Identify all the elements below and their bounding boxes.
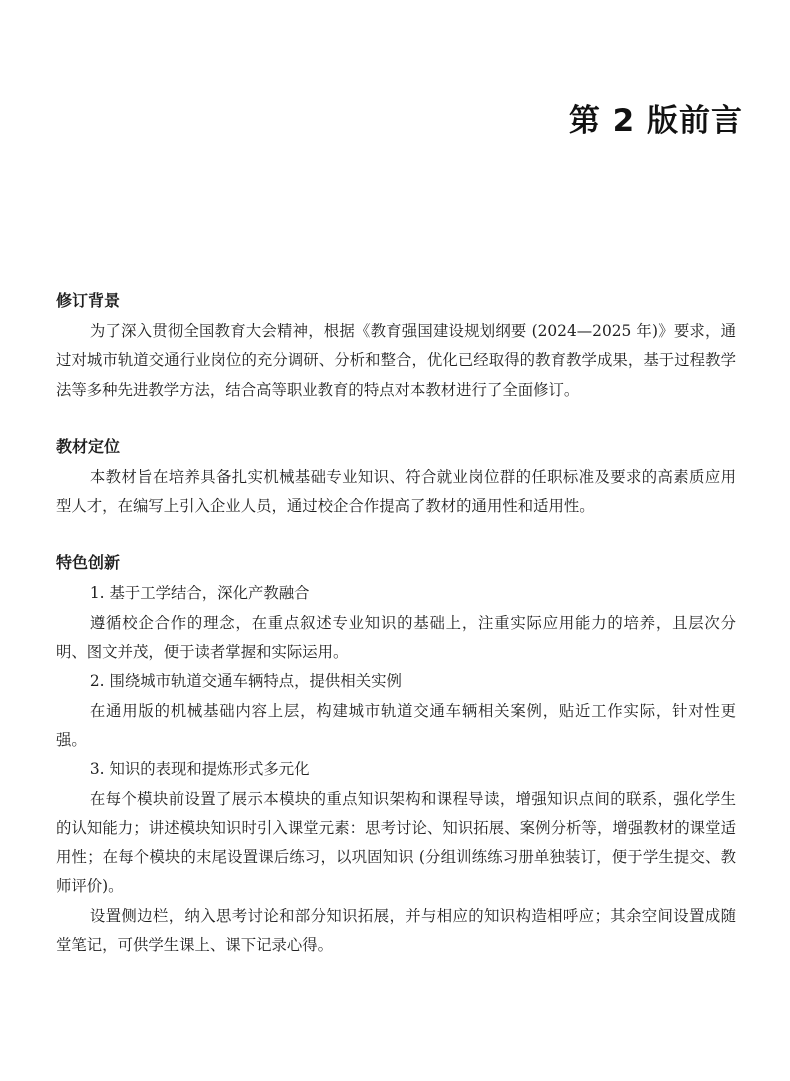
section-textbook-positioning xyxy=(56,433,736,522)
section-heading: 特色创新 xyxy=(56,553,121,573)
paragraph: 遵循校企合作的理念，在重点叙述专业知识的基础上，注重实际应用能力的培养，且层次分明、图文并茂，便于读者掌握和实际运用。 xyxy=(56,613,736,662)
section-heading: 修订背景 xyxy=(56,291,121,310)
section-revision-background xyxy=(56,287,736,405)
paragraph: 为了深入贯彻全国教育大会精神，根据《教育强国建设规划纲要 (2024—2025 年)》要求，通过对城市轨道交通行业岗位的充分调研、分析和整合，优化已经取得的教育教学成果，基于过程教学法等多种先进教学方法，结合高等职业教育的特点对本教材进行了全面修订。 xyxy=(56,322,736,399)
paragraph: 本教材旨在培养具备扎实机械基础专业知识、符合就业岗位群的任职标准及要求的高素质应用型人才，在编写上引入企业人员，通过校企合作提高了教材的通用性和适用性。 xyxy=(56,467,736,516)
section-features-innovation xyxy=(56,549,736,960)
preface-body xyxy=(56,287,736,960)
paragraph: 在每个模块前设置了展示本模块的重点知识架构和课程导读，增强知识点间的联系，强化学生的认知能力；讲述模块知识时引入课堂元素：思考讨论、知识拓展、案例分析等，增强教材的课堂适用性；在每个模块的末尾设置课后练习，以巩固知识 (分组训练练习册单独装订，便于学生提交、教师评价)。 xyxy=(56,789,736,896)
section-heading: 教材定位 xyxy=(56,436,121,456)
paragraph: 在通用版的机械基础内容上层，构建城市轨道交通车辆相关案例，贴近工作实际，针对性更强。 xyxy=(56,701,736,749)
feature-subheading: 1. 基于工学结合，深化产教融合 xyxy=(89,584,310,603)
page-title: 第 2 版前言 xyxy=(568,102,743,139)
feature-subheading: 2. 围绕城市轨道交通车辆特点，提供相关实例 xyxy=(89,672,402,691)
paragraph: 设置侧边栏，纳入思考讨论和部分知识拓展，并与相应的知识构造相呼应；其余空间设置成随堂笔记，可供学生课上、课下记录心得。 xyxy=(56,906,736,955)
feature-subheading: 3. 知识的表现和提炼形式多元化 xyxy=(89,760,310,779)
